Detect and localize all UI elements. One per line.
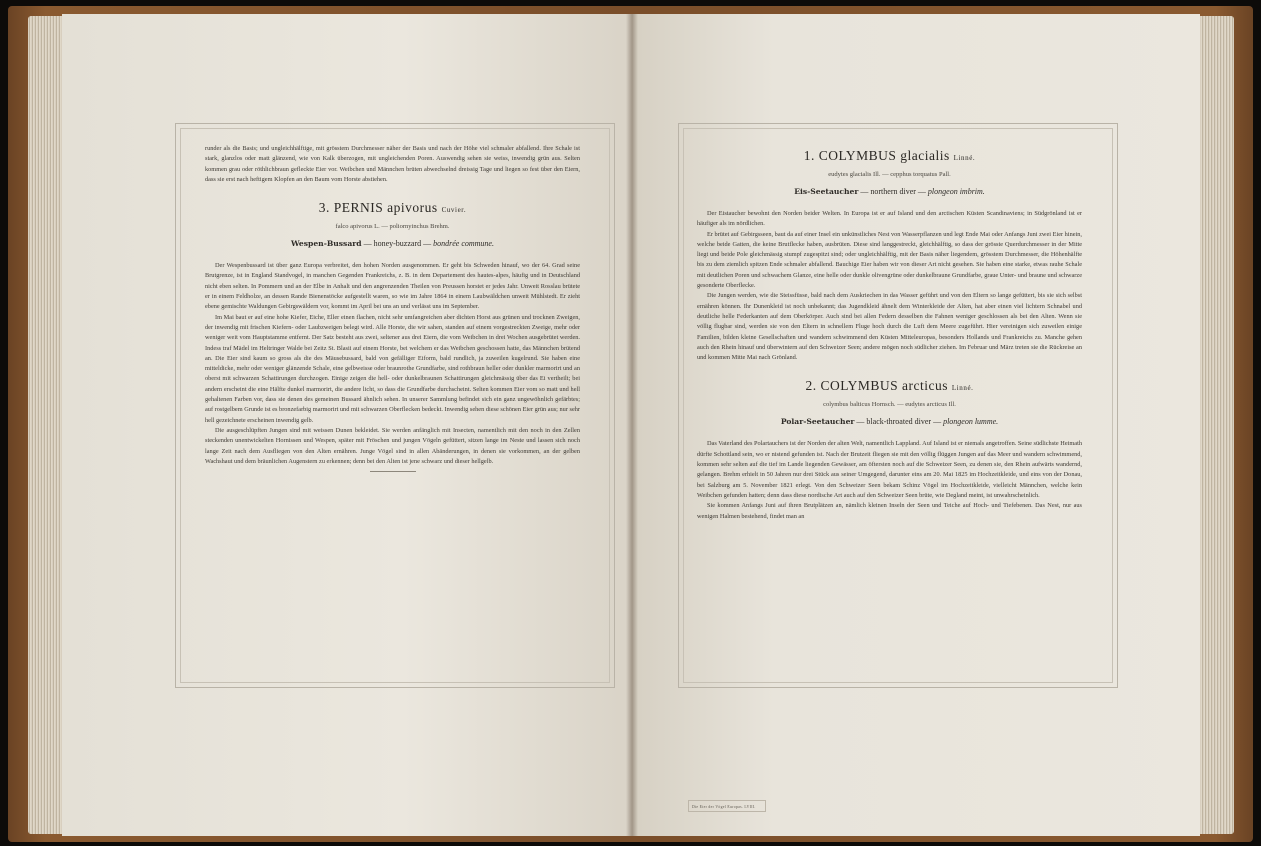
species-author: Linné.: [951, 384, 974, 393]
body-paragraph: Der Eistaucher bewohnt den Norden beider Welten. In Europa ist er auf Island und den arctischen Küsten Scandinaviens; in Südgrönland ist er häufiger als im nördlichen.: [697, 210, 1082, 228]
species-author: Linné.: [953, 154, 976, 162]
body-paragraph: Das Vaterland des Polartauchers ist der Norden der alten Welt, namentlich Lappland. Auf Island ist er niemals angetroffen. Seine südlichste Heimath dürfte Schottland sein, wo er nistend gefunden ist. Nach der Brutzeit fliegen sie mit den völlig flüggen Jungen auf das Meer und wandern schwimmend, kommen sehr selten auf die tief im Lande liegenden Gewässer, am öftersten noch auf die Schweizer Seen, zu denen sie, den Rhein aufwärts wandernd, gelangen. Brehm erhielt in 50 Jahren nur drei Stück aus seiner Umgegend, darunter eins am 20. Mai 1825 im Hochzeitkleide, und eins von der Donau, bei Salzburg am 5. November 1821 erlegt. Von den Schweizer Seen bekam Schinz Vögel im Hochzeitkleide, vielleicht Männchen, welche kein Weibchen gefunden hatten; denn dass diese nordische Art auch auf den Schweizer Seen brüte, wie Degland meint, ist unwahrscheinlich.: [697, 440, 1082, 499]
right-text-column: [697, 147, 1082, 522]
body-paragraph: Die ausgeschlüpften Jungen sind mit weissen Dunen bekleidet. Sie werden anfänglich mit Insecten, namentlich mit den noch in den Zellen steckenden unentwickelten Hornissen und Wespen, später mit Fröschen und jungen Vögeln gefüttert, sitzen lange im Neste und lassen sich noch lange Zeit nach dem Ausfliegen von den Alten ernähren. Junge Vögel sind in allen Abänderungen, in denen sie vorkommen, an der gelben Wachshaut und dem bräunlichen Augenstern zu erkennen; denn bei den Alten ist jene schwarz und dieser hellgelb.: [205, 426, 580, 465]
species-heading-colymbus-arcticus: [697, 377, 1082, 397]
german-name: Polar-Seetaucher: [780, 417, 855, 427]
species-author: Cuvier.: [441, 206, 467, 215]
species-synonyms: eudytes glacialis Ill. — cepphus torquatus Pall.: [828, 171, 951, 178]
species-synonyms: falco apivorus L. — poliornyinchus Brehm.: [335, 223, 450, 231]
german-name: Eis-Seetaucher: [794, 187, 859, 196]
species-title: 3. PERNIS apivorus: [318, 200, 438, 216]
english-name: northern diver: [870, 187, 916, 196]
species-title: 1. COLYMBUS glacialis: [803, 148, 950, 163]
french-name: bondrée commune.: [433, 239, 494, 249]
common-names: Wespen-Bussard — honey-buzzard — bondrée commune.: [291, 239, 494, 249]
french-name: plongeon imbrim.: [927, 187, 985, 196]
body-paragraph: Er brütet auf Gebirgsseen, baut da auf einer Insel ein unkünstliches Nest von Wasserpflanzen und legt Ende Mai oder Anfangs Juni zwei Eier hinein, welche beide Gatten, die keine Brutflecke haben, ausbrüten. Diese sind langgestreckt, gleichhälftig, so dass der grösste Querdurchmesser in der Mitte liegt und beide Pole gleichmässig stumpf zugespitzt sind; oder ungleichhälftig, mit der Basis näher liegendem, grösstem Durchmesser, die Höhenhälfte bis zu dem ziemlich spitzen Ende schmaler abfallend. Bauchige Eier haben wir von dieser Art nicht gesehen. Sie haben eine starke, etwas rauhe Schale mit deutlichen Poren und schwachem Glanze, eine helle oder dunkle olivengrüne oder dunkelbraune Grundfarbe, graue Unter- und braune und schwarze gesonderte Oberflecke.: [697, 230, 1082, 290]
continued-paragraph: runder als die Basis; und ungleichhälftige, mit grösstem Durchmesser näher der Basis und nach der Höhe viel schmaler abfallend. Ihre Schale ist stark, glanzlos oder matt glänzend, wie von Kalk überzogen, mit ungleichenden Poren. Auswendig sehen sie weiss, inwendig grün aus. Selten kommen grau oder röthlichbraun gefleckte Eier vor. Weibchen und Männchen brüten abwechselnd dreissig Tage und liegen so fest über den Eiern, dass sie erst nach heftigem Klopfen an den Baum vom Horste abstiehen.: [205, 145, 580, 183]
species-heading-colymbus-glacialis: [697, 147, 1082, 167]
english-name: black-throated diver: [866, 417, 932, 427]
body-paragraph: Der Wespenbussard ist über ganz Europa verbreitet, den hohen Norden ausgenommen. Er geht bis Schweden hinauf, wo der 64. Grad seine Brutgrenze, ist in England Standvogel, in manchen Gegenden Frankreichs, z. B. in dem Departement des hautes-alpes, häufig und in Deutschland nicht eben selten. In Pommern und an der Elbe in Anhalt und den angrenzenden Theilen von Preussen horstet er jedes Jahr. Unweit Rosslau brütete er in einem Feldholze, an dessen Rande Bienenstöcke aufgestellt waren, so wie im Jahre 1864 in einem Laubwäldchen unweit Mühlstedt. Er zieht ebene gemischte Waldungen Gebirgswäldern vor, kommt im April bei uns an und verlässt uns im September.: [205, 262, 580, 311]
signature-footer: Die Eier der Vögel Europas. LVIII.: [692, 805, 756, 809]
book-gutter: [626, 14, 638, 836]
french-name: plongeon lumme.: [943, 417, 999, 427]
common-names: Polar-Seetaucher — black-throated diver — plongeon lumme.: [780, 417, 999, 427]
body-paragraph: Die Jungen werden, wie die Steissfüsse, bald nach dem Auskriechen in das Wasser geführt und von den Eltern so lange gefüttert, bis sie sich selbst ernähren können. Ihr Dunenkleid ist noch unbekannt; das Jugendkleid ähnelt dem Winterkleide der Alten, hat aber einen viel lichtern Schnabel und deutliche helle Federkanten auf dem Oberkörper. Auch sind bei allen Federn desselben die Fahnen weniger geschlossen als bei den Alten. Wenn sie völlig flugbar sind, werden sie von den Eltern in schnellem Fluge hoch durch die Luft dem Meere zugeführt. Hier vereinigen sich zuweilen einige Familien, bilden kleine Gesellschaften und wandern schwimmend den Küsten Mitteleuropas, besonders Hollands und Frankreichs zu. Manche gehen auch den Rhein hinauf und überwintern auf den Schweizer Seen; andere mögen noch südlicher ziehen. Im Februar und März treten sie die Rückreise an und kommen Mitte Mai nach Grönland.: [697, 292, 1082, 362]
species-title: 2. COLYMBUS arcticus: [805, 378, 948, 394]
english-name: honey-buzzard: [373, 239, 422, 249]
end-rule: [370, 471, 416, 472]
left-text-column: [205, 144, 580, 472]
common-names: Eis-Seetaucher — northern diver — plongeon imbrim.: [794, 187, 985, 196]
species-heading-pernis: [205, 199, 580, 219]
german-name: Wespen-Bussard: [291, 239, 362, 249]
species-synonyms: colymbus balticus Hornsch. — eudytes arcticus Ill.: [823, 401, 956, 409]
body-paragraph: Sie kommen Anfangs Juni auf ihren Brutplätzen an, nämlich kleinen Inseln der Seen und Teiche auf Hoch- und Tiefebenen. Das Nest, nur aus wenigen Halmen bestehend, findet man an: [697, 502, 1082, 520]
body-paragraph: Im Mai baut er auf eine hohe Kiefer, Eiche, Eller einen flachen, nicht sehr umfangreichen aber dichten Horst aus grünen und trocknen Zweigen, der inwendig mit frischen Kiefern- oder Laubzweigen belegt wird. Alle Horste, die wir sahen, standen auf einem vorgestreckten Zweige, mehr oder weniger weit vom Hauptstamme entfernt. Der Satz besteht aus zwei, seltener aus drei Eiern, die vom Weibchen in drei Wochen ausgebrütet werden. Indess traf Mädel im Heltringer Walde bei Zeitz St. Blasii auf einem Horste, bei welchem er das Weibchen geschossen hatte, das Männchen brütend an. Die Eier sind kaum so gross als die des Mäusebussard, bald von gefälliger Eiform, bald rundlich, ja zuweilen kugelrund. Sie haben eine mitteldicke, mehr oder weniger glänzende Schale, eine gelbweisse oder braunrothe Grundfarbe, sind rothbraun heller oder dunkler marmorirt und an oberst mit schwarzen Schattirungen durchzogen. Einige zeigen die hell- oder dunkelbraunen Schattirungen gleichmässig über das Ei vertheilt; bei andern erscheint die eine Hälfte dunkel marmorirt, die andere licht, so dass die Grundfarbe durchscheint. Selten kommen Eier vom so matt und hell gehaltenen Farben vor, dass sie denen des gemeinen Bussard ähnlich sehen. In unserer Sammlung befindet sich ein ganz ungewöhnlich gefärbtes; auf rostgelbem Grunde ist es bronzefarbig marmorirt und mit schwarzen Oberflecken bedeckt. Inwendig sehen diese schönen Eier grün aus; nur sehr hell gezeichnete erscheinen inwendig gelb.: [205, 313, 580, 424]
